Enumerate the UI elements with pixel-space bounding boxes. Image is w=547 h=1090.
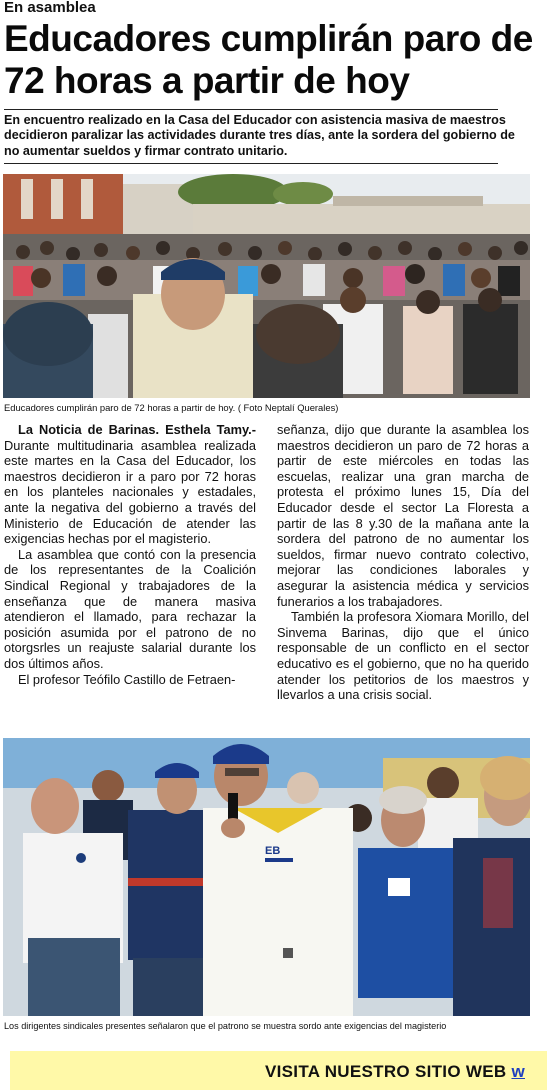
assembly-crowd-photo: [3, 174, 530, 398]
byline: La Noticia de Barinas. Esthela Tamy.-: [18, 422, 256, 437]
website-link[interactable]: w: [511, 1062, 525, 1081]
paragraph: El profesor Teófilo Castillo de Fetraen-: [18, 671, 236, 687]
paragraph: También la profesora Xiomara Morillo, del Sinvema Barinas, dijo que el único responsable de un conflicto en el sector educativo es el gobierno, que no ha querido atender los petitorios de los maestros y llevarlos a una crisis social.: [277, 609, 529, 703]
paragraph-lead-text: Durante multitudinaria asamblea realizada este martes en la Casa del Educador, los maestros decidieron ir a paro por 72 horas en los planteles nacionales y estadales, ante la negativa del gobierno a través del Ministerio de Educación de atender las exigencias hechas por el magisterio.: [4, 437, 256, 547]
kicker: En asamblea: [4, 0, 96, 16]
article-column-2: [277, 422, 529, 703]
website-banner-label: VISITA NUESTRO SITIO WEB: [265, 1062, 512, 1081]
paragraph: señanza, dijo que durante la asamblea los maestros decidieron un paro de 72 horas a partir de este miércoles en todas las escuelas, realizar una gran marcha de protesta el próximo lunes 15, Día del Educador desde el sector La Floresta a partir de las 8 y.30 de la mañana ante la sordera del patrono de no aumentar los sueldos, firmar nuevo contrato colectivo, mejorar las condiciones laborales y asegurar la asistencia médica y servicios funerarios a los trabajadores.: [277, 422, 529, 609]
photo1-caption: Educadores cumplirán paro de 72 horas a partir de hoy. ( Foto Neptalí Querales): [4, 402, 339, 413]
paragraph-lead: [4, 422, 256, 547]
headline: Educadores cumplirán paro de 72 horas a partir de hoy: [4, 18, 533, 101]
website-banner-text[interactable]: [265, 1062, 525, 1082]
shirt-logo: EB: [265, 845, 281, 857]
union-leaders-photo: [3, 738, 530, 1016]
subhead-rule: [4, 163, 498, 164]
paragraph: La asamblea que contó con la presencia de los representantes de la Coalición Sindical Regional y trabajadores de la enseñanza que de manera masiva atendieron el llamado, para rechazar la posición asumida por el patrono de no otorgsrles un reajuste salarial durante los dos últimos años.: [4, 546, 256, 671]
subhead: En encuentro realizado en la Casa del Educador con asistencia masiva de maestros decidieron paralizar las actividades durante tres días, ante la sordera del gobierno de no aumentar sueldos y firmar contrato unitario.: [4, 113, 515, 158]
headline-rule: [4, 109, 498, 110]
article-column-1: [4, 422, 256, 687]
photo2-caption: Los dirigentes sindicales presentes señalaron que el patrono se muestra sordo ante exigencias del magisterio: [4, 1021, 447, 1031]
